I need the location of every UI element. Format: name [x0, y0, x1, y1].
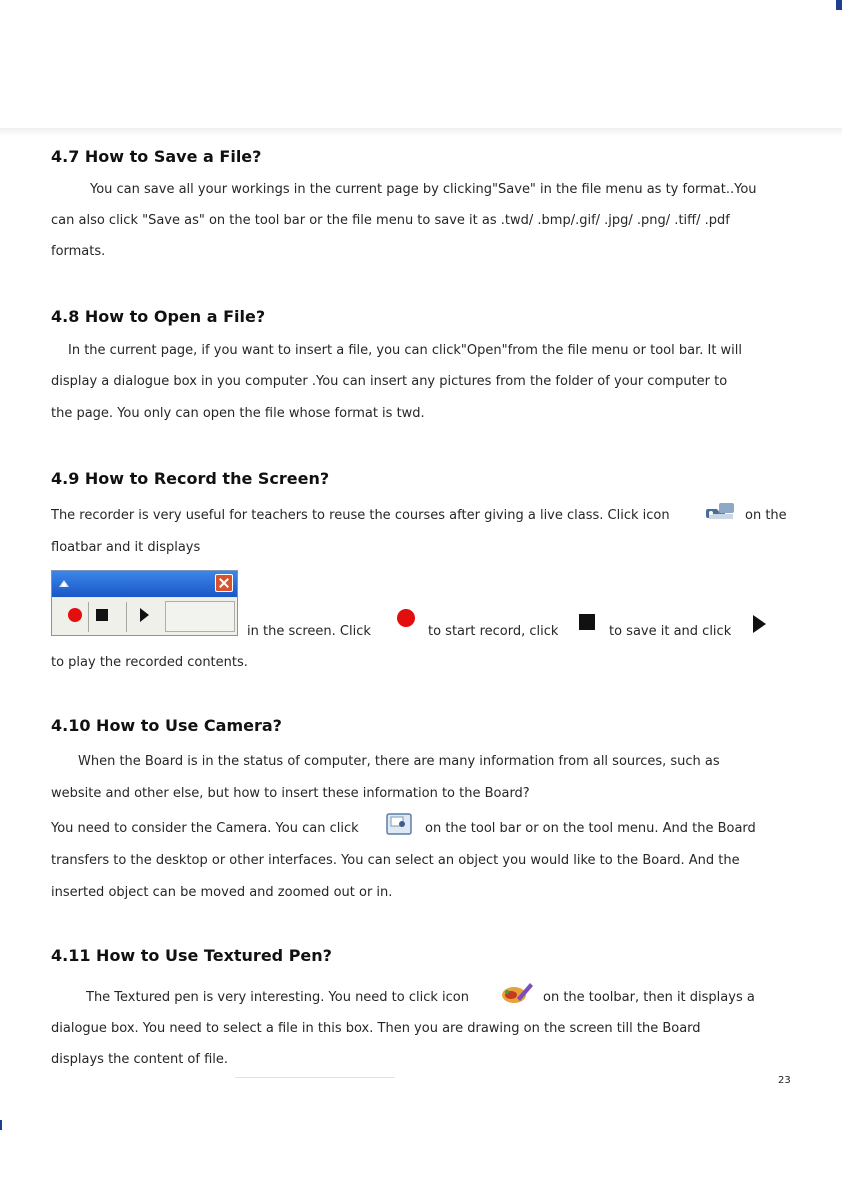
- recorder-status-area: [165, 601, 235, 632]
- toolbar-separator: [88, 602, 89, 632]
- paragraph-line: website and other else, but how to insert these information to the Board?: [51, 786, 530, 801]
- paragraph-line: displays the content of file.: [51, 1052, 229, 1067]
- heading-use-camera: 4.10 How to Use Camera?: [51, 716, 282, 735]
- close-icon[interactable]: [215, 574, 233, 592]
- camera-icon: [386, 812, 414, 836]
- record-button[interactable]: [68, 608, 82, 622]
- paragraph-line: in the screen. Click: [247, 624, 371, 639]
- heading-record-screen: 4.9 How to Record the Screen?: [51, 469, 330, 488]
- paragraph-line: You need to consider the Camera. You can click: [51, 821, 359, 836]
- paragraph-line: floatbar and it displays: [51, 540, 201, 555]
- paragraph-line: When the Board is in the status of computer, there are many information from all sources, such as: [78, 754, 720, 769]
- paragraph-line: on the tool bar or on the tool menu. And the Board: [425, 821, 756, 836]
- recorder-floatbar: [51, 570, 238, 636]
- record-red-dot-icon: [396, 608, 416, 628]
- paragraph-line: transfers to the desktop or other interfaces. You can select an object you would like to the Board. And the: [51, 853, 740, 868]
- recorder-controls: [52, 598, 237, 635]
- left-accent-mark: [0, 1120, 2, 1130]
- paragraph-line: on the: [745, 508, 787, 523]
- screen-recorder-icon: [703, 500, 737, 522]
- paragraph-line: inserted object can be moved and zoomed out or in.: [51, 885, 393, 900]
- textured-pen-icon: [499, 978, 535, 1006]
- paragraph-line: You can save all your workings in the current page by clicking"Save" in the file menu as ty format..You: [90, 182, 757, 197]
- paragraph-line: to save it and click: [609, 624, 732, 639]
- play-button[interactable]: [140, 608, 149, 622]
- recorder-title-bar: [52, 571, 237, 597]
- heading-textured-pen: 4.11 How to Use Textured Pen?: [51, 946, 332, 965]
- paragraph-line: on the toolbar, then it displays a: [543, 990, 755, 1005]
- recorder-app-icon: [58, 578, 70, 590]
- paragraph-line: In the current page, if you want to insert a file, you can click"Open"from the file menu or tool bar. It will: [68, 343, 743, 358]
- paragraph-line: display a dialogue box in you computer .You can insert any pictures from the folder of your computer to: [51, 374, 728, 389]
- paragraph-line: can also click "Save as" on the tool bar or the file menu to save it as .twd/ .bmp/.gif/ .jpg/ .png/ .tiff/ .pdf: [51, 213, 730, 228]
- toolbar-separator: [126, 602, 127, 632]
- corner-accent-mark: [836, 0, 842, 10]
- heading-open-file: 4.8 How to Open a File?: [51, 307, 266, 326]
- paragraph-line: The recorder is very useful for teachers to reuse the courses after giving a live class. Click icon: [51, 508, 670, 523]
- heading-save-file: 4.7 How to Save a File?: [51, 147, 262, 166]
- paragraph-line: The Textured pen is very interesting. You need to click icon: [86, 990, 469, 1005]
- paragraph-line: to play the recorded contents.: [51, 655, 248, 670]
- header-divider: [0, 128, 842, 136]
- stop-square-icon: [577, 612, 597, 632]
- footer-divider: [235, 1077, 395, 1078]
- stop-button[interactable]: [96, 609, 108, 621]
- page-number: 23: [778, 1075, 791, 1086]
- play-triangle-icon: [748, 612, 770, 636]
- paragraph-line: to start record, click: [428, 624, 559, 639]
- paragraph-line: dialogue box. You need to select a file in this box. Then you are drawing on the screen till the Board: [51, 1021, 701, 1036]
- paragraph-line: formats.: [51, 244, 106, 259]
- paragraph-line: the page. You only can open the file whose format is twd.: [51, 406, 425, 421]
